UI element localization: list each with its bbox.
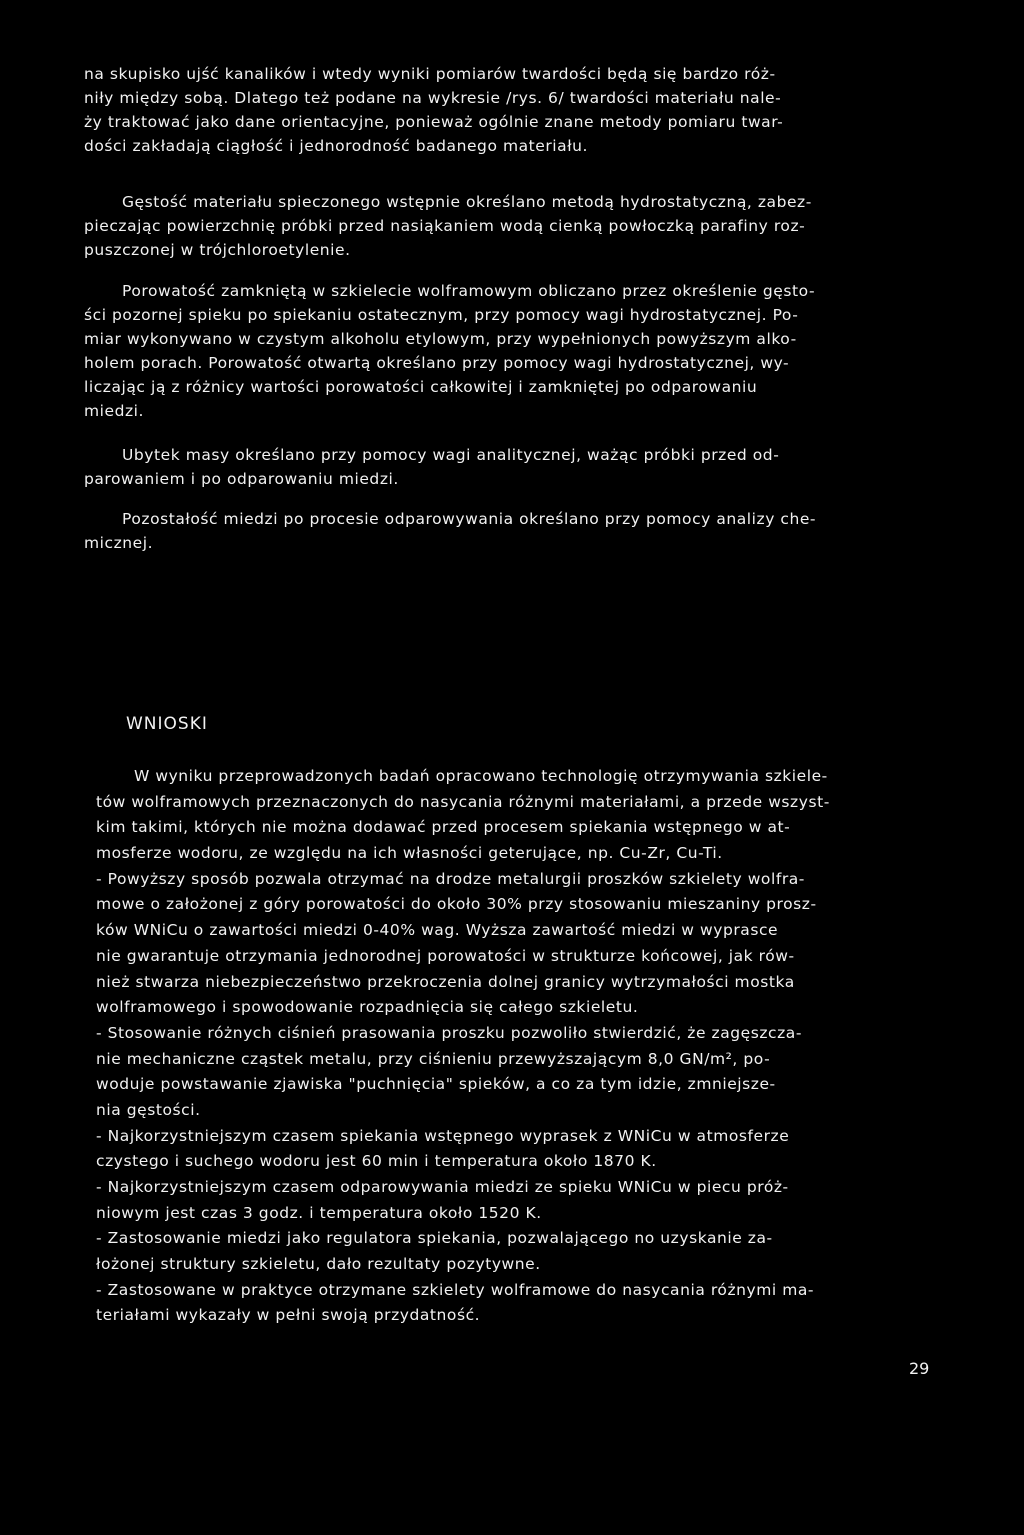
- text-line: kim takimi, których nie można dodawać przed procesem spiekania wstępnego w at-: [96, 818, 791, 837]
- text-line: miedzi.: [84, 402, 144, 420]
- text-line: holem porach. Porowatość otwartą określano przy pomocy wagi hydrostatycznej, wy-: [84, 354, 790, 372]
- text-line: parowaniem i po odparowaniu miedzi.: [84, 470, 399, 488]
- text-line: łożonej struktury szkieletu, dało rezultaty pozytywne.: [96, 1255, 541, 1274]
- paragraph-mass-loss: [84, 443, 934, 491]
- text-line: puszczonej w trójchloroetylenie.: [84, 241, 351, 259]
- section-heading-conclusions: WNIOSKI: [126, 714, 208, 734]
- text-line: Gęstość materiału spieczonego wstępnie określano metodą hydrostatyczną, zabez-: [122, 193, 812, 211]
- text-line: pieczając powierzchnię próbki przed nasiąkaniem wodą cienką powłoczką parafiny roz-: [84, 217, 806, 235]
- text-line: niowym jest czas 3 godz. i temperatura około 1520 K.: [96, 1203, 542, 1222]
- page-number: 29: [909, 1359, 930, 1378]
- text-line: Porowatość zamkniętą w szkielecie wolframowym obliczano przez określenie gęsto-: [122, 282, 816, 300]
- text-line: - Najkorzystniejszym czasem spiekania wstępnego wyprasek z WNiCu w atmosferze: [96, 1126, 790, 1145]
- text-line: na skupisko ujść kanalików i wtedy wyniki pomiarów twardości będą się bardzo róż-: [84, 65, 776, 83]
- text-line: nie gwarantuje otrzymania jednorodnej porowatości w strukturze końcowej, jak rów-: [96, 946, 795, 965]
- text-line: mowe o założonej z góry porowatości do około 30% przy stosowaniu mieszaniny prosz-: [96, 895, 817, 914]
- paragraph-porosity: [84, 279, 934, 423]
- text-line: Ubytek masy określano przy pomocy wagi analitycznej, ważąc próbki przed od-: [122, 446, 780, 464]
- text-line: niły między sobą. Dlatego też podane na wykresie /rys. 6/ twardości materiału nale-: [84, 89, 782, 107]
- text-line: ków WNiCu o zawartości miedzi 0-40% wag. Wyższa zawartość miedzi w wyprasce: [96, 921, 779, 940]
- text-line: micznej.: [84, 534, 154, 552]
- paragraph-density: [84, 190, 934, 262]
- text-line: - Zastosowane w praktyce otrzymane szkielety wolframowe do nasycania różnymi ma-: [96, 1280, 815, 1299]
- text-line: nież stwarza niebezpieczeństwo przekroczenia dolnej granicy wytrzymałości mostka: [96, 972, 795, 991]
- text-line: tów wolframowych przeznaczonych do nasycania różnymi materiałami, a przede wszyst-: [96, 792, 830, 811]
- text-line: nia gęstości.: [96, 1100, 201, 1119]
- text-line: ży traktować jako dane orientacyjne, ponieważ ogólnie znane metody pomiaru twar-: [84, 113, 784, 131]
- text-line: dości zakładają ciągłość i jednorodność badanego materiału.: [84, 137, 588, 155]
- text-line: miar wykonywano w czystym alkoholu etylowym, przy wypełnionych powyższym alko-: [84, 330, 797, 348]
- text-line: liczając ją z różnicy wartości porowatości całkowitej i zamkniętej po odparowaniu: [84, 378, 758, 396]
- text-line: ści pozornej spieku po spiekaniu ostatecznym, przy pomocy wagi hydrostatycznej. Po-: [84, 306, 799, 324]
- text-line: nie mechaniczne cząstek metalu, przy ciśnieniu przewyższającym 8,0 GN/m², po-: [96, 1049, 771, 1068]
- text-line: wolframowego i spowodowanie rozpadnięcia się całego szkieletu.: [96, 998, 639, 1017]
- text-line: - Zastosowanie miedzi jako regulatora spiekania, pozwalającego no uzyskanie za-: [96, 1229, 773, 1248]
- text-line: Pozostałość miedzi po procesie odparowywania określano przy pomocy analizy che-: [122, 510, 817, 528]
- text-line: - Stosowanie różnych ciśnień prasowania proszku pozwoliło stwierdzić, że zagęszcza-: [96, 1023, 802, 1042]
- text-line: czystego i suchego wodoru jest 60 min i temperatura około 1870 K.: [96, 1152, 657, 1171]
- text-line: - Najkorzystniejszym czasem odparowywania miedzi ze spieku WNiCu w piecu próż-: [96, 1178, 789, 1196]
- conclusions-body: [96, 764, 956, 1329]
- text-line: - Powyższy sposób pozwala otrzymać na drodze metalurgii proszków szkielety wolfra-: [96, 869, 805, 888]
- text-line: mosferze wodoru, ze względu na ich własności geterujące, np. Cu-Zr, Cu-Ti.: [96, 844, 723, 863]
- text-line: woduje powstawanie zjawiska "puchnięcia" spieków, a co za tym idzie, zmniejsze-: [96, 1075, 776, 1094]
- paragraph-hardness: [84, 62, 934, 158]
- text-line: teriałami wykazały w pełni swoją przydatność.: [96, 1306, 481, 1325]
- paragraph-copper-residue: [84, 507, 934, 555]
- text-line: W wyniku przeprowadzonych badań opracowano technologię otrzymywania szkiele-: [134, 767, 828, 785]
